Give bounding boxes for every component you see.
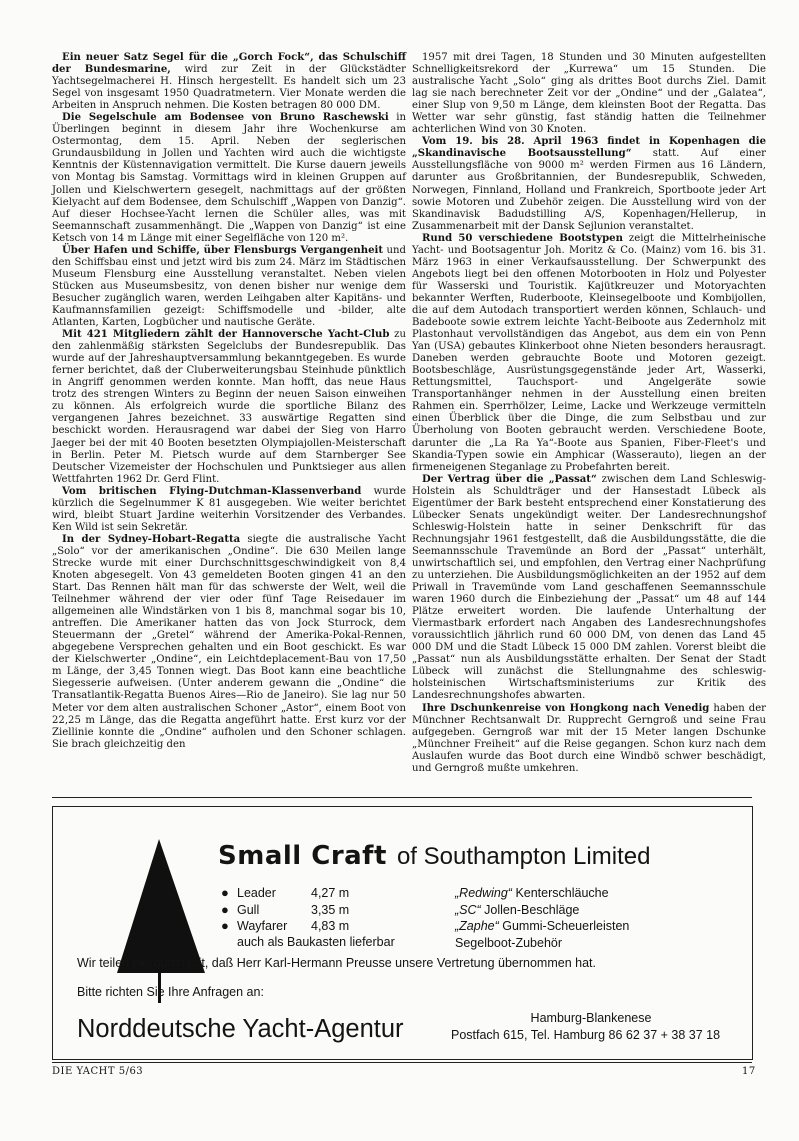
advertisement (52, 806, 753, 1060)
product-desc: Gummi-Scheuerleisten (498, 919, 630, 933)
footer-magazine: DIE YACHT 5/63 (52, 1066, 144, 1077)
article-paragraph (52, 329, 406, 486)
column-right (412, 52, 766, 775)
article-heading: Vom 19. bis 28. April 1963 findet in Kopenhagen die „Skandinavische Bootsausstellung“ (412, 136, 766, 160)
article-paragraph (412, 474, 766, 703)
agency-postal: Postfach 615, Tel. Hamburg 86 62 37 + 38 37 18 (451, 1027, 721, 1042)
article-body: siegte die australische Yacht „Solo“ vor der amerikanischen „Ondine“. Die 630 Meilen lange Strecke wurde mit einer Durchschnittsgeschwindigkeit von 8,4 Knoten abgesegelt. Von 43 gemeldeten Booten gingen 41 an den Start. Das Rennen hält man für das schwerste der Welt, weil die Teilnehmer während der vier oder fünf Tage Reisedauer im allgemeinen alle Windstärken von 1 bis 8, manchmal sogar bis 10, antreffen. Die Amerikaner hatten das von Jock Sturrock, dem Steuermann der „Gretel“ während der Amerika-Pokal-Rennen, abgegebene Versprechen gehalten und ein Boot geschickt. Es war der Kielschwerter „Ondine“, ein Leichtdeplacement-Bau von 17,50 m Länge, der 3,45 Tonnen wiegt. Das Boot kann eine beachtliche Siegesserie aufweisen. (Unter anderem gewann die „Ondine“ die Transatlantik-Regatta Buenos Aires—Rio de Janeiro). Sie lag nur 50 Meter vor dem alten australischen Schoner „Astor“, einem Boot von 22,25 m Länge, das die Regatta angeführt hatte. Erst kurz vor der Ziellinie konnte die „Ondine“ aufholen und den Schoner schlagen. Sie brach gleichzeitig den (52, 533, 406, 750)
agency-city: Hamburg-Blankenese (530, 1011, 652, 1025)
article-body: wird zur Zeit in der Glückstädter Yachtsegelmacherei H. Hinsch hergestellt. Es handelt sich um 23 Segel von insgesamt 1950 Quadratmetern. Vier Monate werden die Arbeiten in Anspruch nehmen. Die Kosten betragen 80 000 DM. (52, 64, 406, 112)
agency-address (451, 1010, 731, 1043)
page-number: 17 (742, 1066, 756, 1077)
model-name: Gull (237, 902, 260, 917)
divider-top (52, 797, 752, 798)
article-body: zeigt die Mittelrheinische Yacht- und Bootsagentur Joh. Moritz & Co. (Mainz) vom 16. bis 31. März 1963 in einer Verkaufsausstellung. Der Schwerpunkt des Angebots liegt bei den offenen Motorbooten in Holz und Polyester für Wasserski und Touristik. Kajütkreuzer und Motoryachten bekannter Werften, Ruderboote, Kleinsegelboote und Kombijollen, die auf dem Autodach transportiert werden können, Schlauch- und Badeboote sowie extrem leichte Yacht-Beiboote aus Zedernholz mit Plastonhaut vervollständigen das Angebot, aus dem ein von Penn Yan (USA) gebautes Klinkerboot ohne Nieten besonders herausragt. Daneben werden gebrauchte Boote und Motoren gezeigt. Bootsbeschläge, Ausrüstungsgegenstände jeder Art, Wasserki, Rettungsmittel, Tauchsport- und Angelgeräte sowie Transportanhänger nehmen in der Ausstellung einen breiten Rahmen ein. Sperrhölzer, Leime, Lacke und Werkzeuge vermitteln einen Überblick über die Dinge, die zum Selbstbau und zur Überholung von Booten gebraucht werden. Verschiedene Boote, darunter die „La Ra Ya“-Boote aus Spanien, Fiber-Fleet's und Skandia-Typen sowie ein Amphicar (Wasserauto), liegen an der firmeneigenen Steganlage zu Probefahrten bereit. (412, 232, 766, 473)
product-desc: Jollen-Beschläge (480, 902, 580, 917)
product-desc: Kenterschläuche (511, 886, 609, 900)
article-heading: Mit 421 Mitgliedern zählt der Hannoversche Yacht-Club (62, 329, 390, 341)
article-body: zu den zahlenmäßig stärksten Segelclubs der Bundesrepublik. Das wurde auf der Jahreshauptversammlung bekanntgegeben. Es wurde ferner berichtet, daß der Cluberweiterungsbau Steinhude pünktlich in Angriff genommen werden konnte. Man hofft, das neue Haus trotz des strengen Winters zu Beginn der neuen Saison einweihen zu können. Als erfolgreich wurde die sportliche Bilanz des vergangenen Jahres bezeichnet. 33 auswärtige Regatten sind beschickt worden. Herausragend war dabei der Sieg von Harro Jaeger bei der mit 40 Booten besetzten Olympiajollen-Meisterschaft in Berlin. Peter M. Pietsch wurde auf dem Starnberger See Deutscher Vizemeister der Hochschulen und Punktsieger aus allen Wettfahrten 1962 Dr. Gerd Flint. (52, 329, 406, 485)
product-list (455, 885, 629, 951)
article-paragraph (52, 486, 406, 534)
article-paragraph (52, 245, 406, 329)
product-item (455, 885, 629, 902)
article-body: und den Schiffsbau einst und jetzt wird bis zum 24. März im Städtischen Museum Flensburg eine Ausstellung veranstaltet. Neben vielen Stücken aus Museumsbesitz, von denen bisher nur wenige dem Besucher zugänglich waren, werden Leihgaben alter Kapitäns- und Kaufmannsfamilien gezeigt: Schiffsmodelle und -bilder, alte Atlanten, Karten, Logbücher und nautische Geräte. (52, 244, 407, 329)
article-paragraph (52, 534, 406, 751)
article-body: 1957 mit drei Tagen, 18 Stunden und 30 Minuten aufgestellten Schnelligkeitsrekord der „Kurrewa“ um 15 Stunden. Die australische Yacht „Solo“ ging als drittes Boot durchs Ziel. Damit lag sie nach berechneter Zeit vor der „Ondine“ und der „Galatea“, einer Slup von 9,50 m Länge, dem kleinsten Boot der Regatta. Das Wetter war sehr günstig, fast ständig hatten die Teilnehmer achterlichen Wind von 30 Knoten. (412, 52, 766, 136)
product-item (455, 918, 629, 935)
article-heading: Die Segelschule am Bodensee von Bruno Raschewski (62, 112, 389, 124)
article-body: haben der Münchner Rechtsanwalt Dr. Rupprecht Gerngroß und seine Frau aufgegeben. Gerngroß war mit der 15 Meter langen Dschunke „Münchner Freiheit“ auf die Reise gegangen. Schon kurz nach dem Auslaufen wurde das Boot durch eine Windbö schwer beschädigt, und Gerngroß mußte umkehren. (412, 702, 766, 774)
bullet-icon: ● (221, 918, 229, 933)
article-heading: Der Vertrag über die „Passat“ (422, 473, 597, 485)
bullet-icon: ● (221, 885, 229, 900)
divider-bottom (52, 1062, 752, 1063)
article-body: in Überlingen beginnt in diesem Jahr ihre Wochenkurse am Ostermontag, dem 15. April. Neben der seglerischen Grundausbildung in Jollen und Yachten wird auch die wichtigste Kenntnis der Küstennavigation vermittelt. Die Kurse dauern jeweils von Montag bis Samstag. Vormittags wird in kleinen Gruppen auf Jollen und Kielschwertern gesegelt, nachmittags auf der größten Kielyacht auf dem Bodensee, dem Schulschiff „Wappen von Danzig“. Auf dieser Hochsee-Yacht lernen die Schüler alles, was mit Seemannschaft zusammenhängt. Die „Wappen von Danzig“ ist eine Ketsch von 14 m Länge mit einer Segelfläche von 120 m². (52, 112, 406, 244)
bullet-icon: ● (221, 901, 229, 917)
ad-request: Bitte richten Sie Ihre Anfragen an: (77, 985, 264, 999)
article-heading: Rund 50 verschiedene Bootstypen (422, 232, 623, 244)
article-heading: Über Hafen und Schiffe, über Flensburgs Vergangenheit (62, 244, 384, 256)
product-desc: Segelboot-Zubehör (455, 935, 563, 950)
model-name: Leader (237, 886, 276, 900)
ad-notice: Wir teilen hierdurch mit, daß Herr Karl-Hermann Preusse unsere Vertretung übernommen hat. (77, 956, 596, 970)
article-paragraph (412, 136, 766, 232)
column-left (52, 52, 406, 751)
product-item (455, 902, 629, 919)
company-name-bold: Small Craft (218, 841, 387, 871)
article-heading: In der Sydney-Hobart-Regatta (62, 533, 241, 545)
model-size: 4,27 m (311, 886, 350, 900)
model-name: Wayfarer (237, 919, 288, 933)
article-paragraph (52, 112, 406, 245)
sailboat-icon (115, 837, 207, 1005)
article-heading: Vom britischen Flying-Dutchman-Klassenverband (62, 485, 362, 497)
model-size: 4,83 m (311, 919, 350, 933)
article-body: statt. Auf einer Ausstellungsfläche von 9000 m² werden Firmen aus 16 Ländern, darunter aus Großbritannien, der Bundesrepublik, Schweden, Norwegen, Finnland, Holland und Frankreich, Sportboote jeder Art sowie Motoren und Zubehör zeigen. Die Ausstellung wird von der Skandinavisk Badudstilling A/S, Kopenhagen/Hellerup, in Zusammenarbeit mit der Dansk Sejlunion veranstaltet. (412, 148, 767, 232)
agency-name: Norddeutsche Yacht-Agentur (77, 1015, 404, 1043)
article-heading: Ihre Dschunkenreise von Hongkong nach Venedig (422, 702, 710, 714)
product-brand: „Redwing“ (455, 886, 512, 900)
kit-note: auch als Baukasten lieferbar (237, 935, 395, 949)
article-heading: Ein neuer Satz Segel für die „Gorch Fock“, das Schulschiff der Bundesmarine, (52, 52, 406, 76)
product-brand: „SC“ (455, 902, 481, 917)
article-body: wurde kürzlich die Segelnummer K 81 ausgegeben. Wie weiter berichtet wird, bleibt Stuart Jardine weiterhin Vorsitzender des Verbandes. Ken Wild ist sein Sekretär. (52, 485, 406, 533)
article-paragraph (52, 52, 406, 112)
article-paragraph (412, 233, 766, 474)
product-item (455, 935, 629, 952)
ad-title (218, 841, 650, 871)
product-brand: „Zaphe“ (455, 919, 499, 933)
model-size: 3,35 m (311, 902, 350, 917)
article-paragraph (412, 52, 766, 136)
company-name-rest: of Southampton Limited (396, 843, 651, 870)
article-paragraph (412, 703, 766, 775)
article-body: zwischen dem Land Schleswig-Holstein als Schuldträger und der Hansestadt Lübeck als Eigentümer der Bark besteht entsprechend einer Konstatierung des Lübecker Senats ungekündigt weiter. Der Landesrechnungshof Schleswig-Holstein hatte in seiner Denkschrift für das Rechnungsjahr 1961 festgestellt, daß die Ausbildungsstätte, die die Seemannsschule Travemünde an Bord der „Passat“ unterhält, unwirtschaftlich sei, und empfohlen, den Vertrag einer Nachprüfung zu unterziehen. Die Ausbildungsmöglichkeiten an der 1952 auf dem Priwall in Travemünde vom Land geschaffenen Seemannsschule waren 1960 durch die Einbeziehung der „Passat“ um 48 auf 144 Plätze erweitert worden. Die laufende Unterhaltung der Viermastbark erfordert nach Angaben des Landesrechnungshofes voraussichtlich jährlich rund 60 000 DM, von denen das Land 45 000 DM und die Stadt Lübeck 15 000 DM zahlen. Vorerst bleibt die „Passat“ nun als Ausbildungsstätte erhalten. Der Senat der Stadt Lübeck will zunächst die Stellungnahme des schleswig-holsteinischen Wirtschaftsministeriums zur Kritik des Landesrechnungshofes abwarten. (412, 473, 766, 702)
